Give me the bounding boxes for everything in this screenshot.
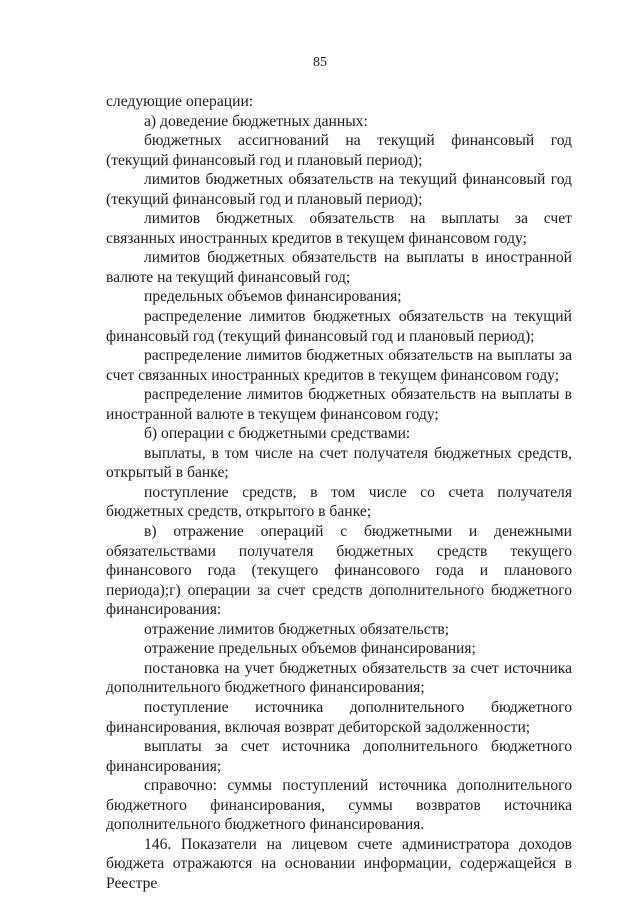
paragraph: распределение лимитов бюджетных обязательств на выплаты за счет связанных иностранных кредитов в текущем финансовом году; xyxy=(106,347,572,384)
paragraph: распределение лимитов бюджетных обязательств на текущий финансовый год (текущий финансовый год и плановый период); xyxy=(106,308,572,345)
page-number: 85 xyxy=(313,55,327,70)
paragraph: выплаты за счет источника дополнительного бюджетного финансирования; xyxy=(106,738,572,775)
paragraph: поступление средств, в том числе со счета получателя бюджетных средств, открытого в банке; xyxy=(106,483,572,521)
paragraph: распределение лимитов бюджетных обязательств на выплаты в иностранной валюте в текущем финансовом году; xyxy=(106,386,572,423)
paragraph: бюджетных ассигнований на текущий финансовый год (текущий финансовый год и плановый период); xyxy=(106,132,572,169)
paragraph: лимитов бюджетных обязательств на выплаты в иностранной валюте на текущий финансовый год; xyxy=(106,249,572,286)
paragraph: отражение лимитов бюджетных обязательств; xyxy=(144,620,450,638)
paragraph: постановка на учет бюджетных обязательств за счет источника дополнительного бюджетного финансирования; xyxy=(106,659,572,697)
paragraph: выплаты, в том числе на счет получателя бюджетных средств, открытый в банке; xyxy=(106,444,572,482)
paragraph: лимитов бюджетных обязательств на текущий финансовый год (текущий финансовый год и плановый период); xyxy=(106,171,572,208)
paragraph: справочно: суммы поступлений источника дополнительного бюджетного финансирования, суммы возвратов источника дополнительного бюджетного финансирования. xyxy=(106,777,572,834)
body-text xyxy=(106,92,572,893)
paragraph: а) доведение бюджетных данных: xyxy=(144,112,368,130)
paragraph: лимитов бюджетных обязательств на выплаты за счет связанных иностранных кредитов в текущем финансовом году; xyxy=(106,210,572,247)
paragraph: следующие операции: xyxy=(106,93,254,110)
paragraph: предельных объемов финансирования; xyxy=(144,288,402,306)
paragraph: отражение предельных объемов финансирования; xyxy=(144,640,476,658)
paragraph: в) отражение операций с бюджетными и денежными обязательствами получателя бюджетных средств текущего финансового года (текущего финансового года и планового периода);г) операции за счет средств дополнительного бюджетного финансирования: xyxy=(106,523,572,619)
paragraph: 146. Показатели на лицевом счете администратора доходов бюджета отражаются на основании информации, содержащейся в Реестре xyxy=(106,835,572,892)
paragraph: поступление источника дополнительного бюджетного финансирования, включая возврат дебиторской задолженности; xyxy=(106,698,572,736)
paragraph: б) операции с бюджетными средствами: xyxy=(144,425,411,443)
